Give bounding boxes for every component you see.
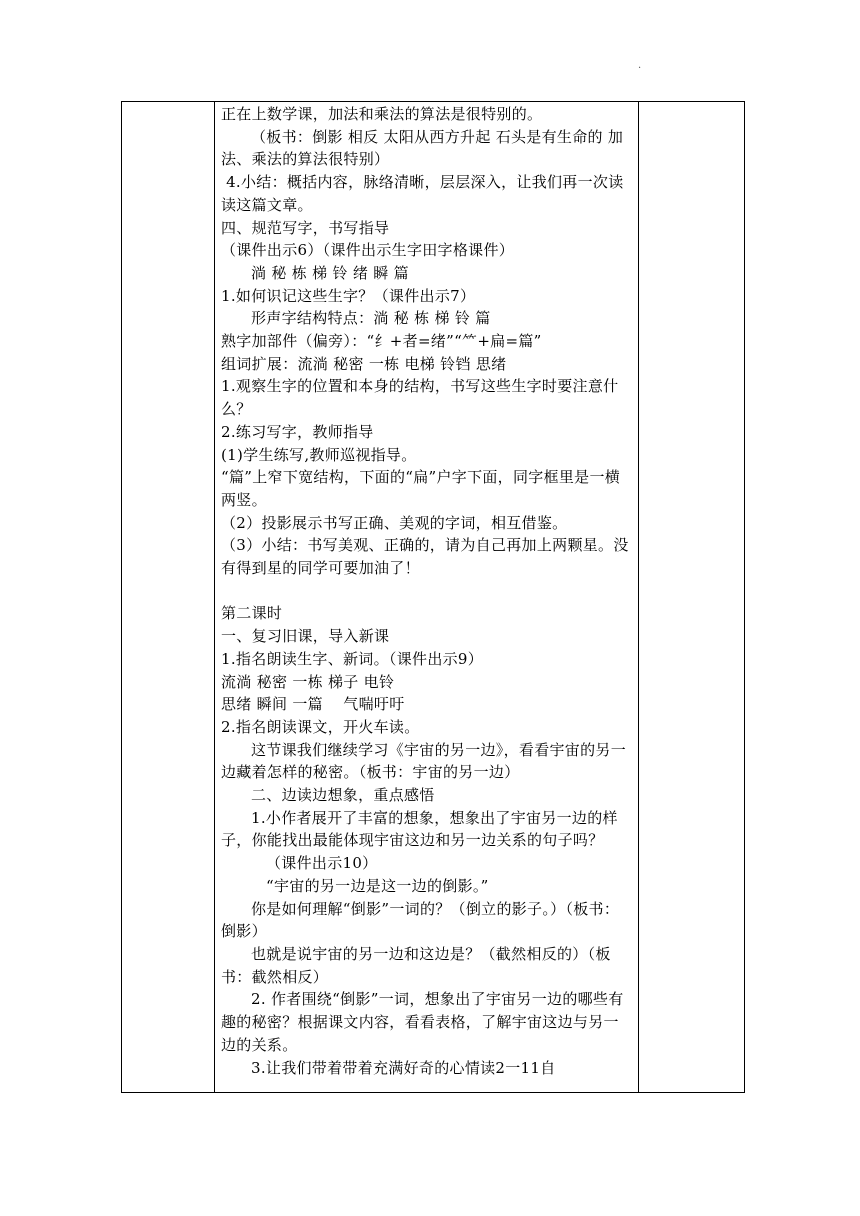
lesson-plan-table <box>121 101 745 1093</box>
text-line: （2）投影展示书写正确、美观的字词，相互借鉴。 <box>221 513 568 532</box>
text-line: 熟字加部件（偏旁）：“纟+者=绪”“⺮+扁=篇” <box>221 332 542 351</box>
text-line: 形声字结构特点：淌 秘 栋 梯 铃 篇 <box>251 309 491 328</box>
text-line: 2.指名朗读课文，开火车读。 <box>221 717 420 736</box>
text-line: （课件出示10） <box>266 854 378 873</box>
text-line: 组词扩展：流淌 秘密 一栋 电梯 铃铛 思绪 <box>221 354 507 373</box>
word-list: 流淌 秘密 一栋 梯子 电铃 <box>221 672 395 691</box>
right-column-cell <box>639 102 745 1093</box>
table-row <box>122 102 745 1093</box>
content-cell <box>215 102 639 1093</box>
text-line: （3）小结：书写美观、正确的，请为自己再加上两颗星。没有得到星的同学可要加油了！ <box>221 536 629 578</box>
text-line: 1.指名朗读生字、新词。（课件出示9） <box>221 649 484 668</box>
lesson-content <box>221 103 633 1079</box>
lesson-heading: 第二课时 <box>221 604 283 623</box>
text-line: 1.小作者展开了丰富的想象，想象出了宇宙另一边的样子，你能找出最能体现宇宙这边和另一边关系的句子吗？ <box>221 808 618 850</box>
header-mark: . <box>638 60 642 71</box>
text-line: 这节课我们继续学习《宇宙的另一边》，看看宇宙的另一边藏着怎样的秘密。（板书：宇宙的另一边） <box>221 740 627 782</box>
left-column-cell <box>122 102 215 1093</box>
section-heading: 二、边读边想象，重点感悟 <box>251 786 435 805</box>
text-line: 1.如何识记这些生字？（课件出示7） <box>221 286 476 305</box>
quote-line: “宇宙的另一边是这一边的倒影。” <box>266 876 489 895</box>
section-heading: 四、规范写字，书写指导 <box>221 218 390 237</box>
character-list: 淌 秘 栋 梯 铃 绪 瞬 篇 <box>251 263 409 282</box>
text-line: 也就是说宇宙的另一边和这边是？（截然相反的）（板书：截然相反） <box>221 945 611 986</box>
text-line: 2.练习写字，教师指导 <box>221 422 374 441</box>
text-line: “篇”上窄下宽结构，下面的“扁”户字下面，同字框里是一横两竖。 <box>221 468 621 509</box>
text-line: 2. 作者围绕“倒影”一词，想象出了宇宙另一边的哪些有趣的秘密？根据课文内容，看看表格，了解宇宙这边与另一边的关系。 <box>221 990 624 1054</box>
section-heading: 一、复习旧课，导入新课 <box>221 627 390 646</box>
text-line: 正在上数学课，加法和乘法的算法是很特别的。 <box>221 105 543 123</box>
text-line: 3.让我们带着带着充满好奇的心情读2一11自 <box>251 1058 556 1077</box>
text-line: (1)学生练写,教师巡视指导。 <box>221 445 417 464</box>
text-line: （板书：倒影 相反 太阳从西方升起 石头是有生命的 加法、乘法的算法很特别） <box>221 127 624 169</box>
text-line: 4.小结：概括内容，脉络清晰，层层深入，让我们再一次读读这篇文章。 <box>221 173 624 214</box>
text-line: 你是如何理解“倒影”一词的？（倒立的影子。）（板书：倒影） <box>221 899 620 941</box>
blank-line <box>221 580 633 603</box>
text-line: 1.观察生字的位置和本身的结构，书写这些生字时要注意什么？ <box>221 377 619 419</box>
text-line: （课件出示6）（课件出示生字田字格课件） <box>221 241 515 260</box>
word-list: 思绪 瞬间 一篇 气喘吁吁 <box>221 695 405 714</box>
